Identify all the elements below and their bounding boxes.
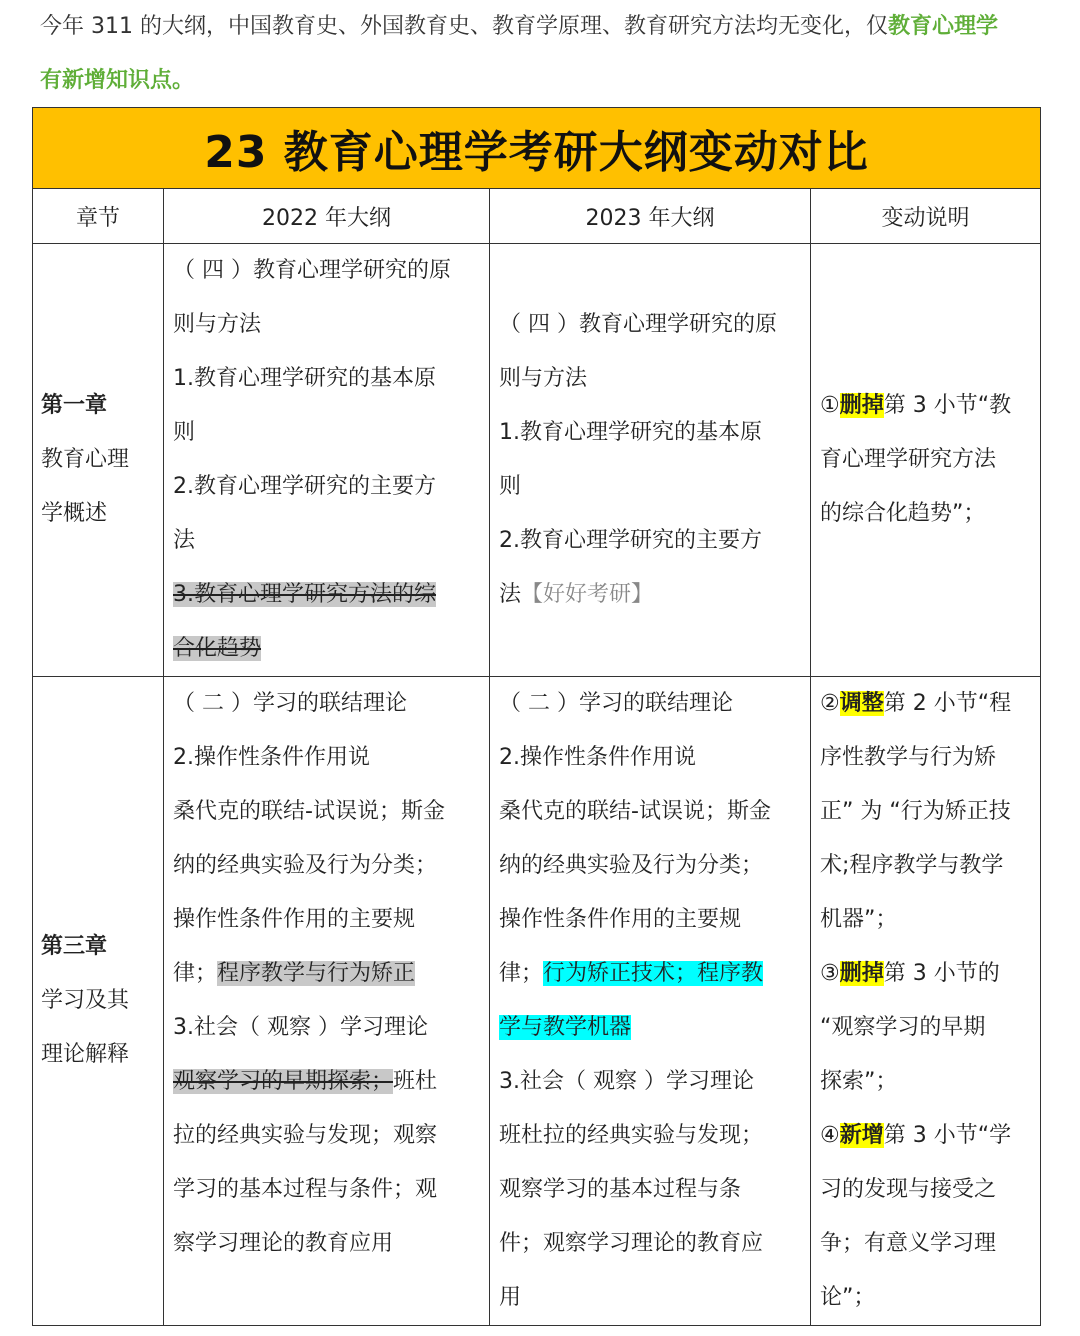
syllabus-line: 1.教育心理学研究的基本原 bbox=[499, 420, 762, 445]
note-number: ③ bbox=[820, 961, 840, 986]
syllabus-line: 则与方法 bbox=[499, 366, 588, 391]
header-2022: 2022 年大纲 bbox=[164, 189, 490, 244]
syllabus-line: 用 bbox=[499, 1285, 522, 1310]
syllabus-line: 则与方法 bbox=[173, 312, 262, 337]
syllabus-line: 律； bbox=[173, 961, 218, 986]
deleted-text: 观察学习的早期探索； bbox=[173, 1069, 394, 1094]
syllabus-line: 操作性条件作用的主要规 bbox=[173, 907, 416, 932]
syllabus-line: 件；观察学习理论的教育应 bbox=[499, 1231, 764, 1256]
changed-text: 学与教学机器 bbox=[499, 1015, 632, 1040]
syllabus-line: 律； bbox=[499, 961, 544, 986]
note-text: 序性教学与行为矫 bbox=[820, 745, 997, 770]
chapter-number: 第一章 bbox=[41, 393, 108, 418]
table-row bbox=[33, 244, 1041, 677]
syllabus-line: （ 四 ）教育心理学研究的原 bbox=[499, 312, 777, 337]
syllabus-line: 2.教育心理学研究的主要方 bbox=[173, 474, 436, 499]
deleted-text: 合化趋势 bbox=[173, 636, 262, 661]
syllabus-line: 2.操作性条件作用说 bbox=[499, 745, 696, 770]
chapter-number: 第三章 bbox=[41, 934, 108, 959]
note-number: ① bbox=[820, 393, 840, 418]
note-text: 机器”； bbox=[820, 907, 898, 932]
note-text: 的综合化趋势”； bbox=[820, 501, 986, 526]
syllabus-line: 班杜拉的经典实验与发现； bbox=[499, 1123, 764, 1148]
syllabus-line: 法 bbox=[499, 582, 522, 607]
syllabus-line: 则 bbox=[499, 474, 522, 499]
syllabus-line: 1.教育心理学研究的基本原 bbox=[173, 366, 436, 391]
syllabus-line: 学习的基本过程与条件；观 bbox=[173, 1177, 438, 1202]
note-text: 第 3 小节“教 bbox=[883, 393, 1012, 418]
note-text: 第 3 小节“学 bbox=[883, 1123, 1012, 1148]
note-text: 第 3 小节的 bbox=[883, 961, 1000, 986]
chapter-title-line: 理论解释 bbox=[41, 1042, 130, 1067]
new-syllabus-cell bbox=[490, 244, 811, 677]
syllabus-line: （ 二 ）学习的联结理论 bbox=[173, 691, 407, 716]
header-chapter: 章节 bbox=[33, 189, 164, 244]
syllabus-line: （ 二 ）学习的联结理论 bbox=[499, 691, 733, 716]
note-keyword: 新增 bbox=[839, 1123, 884, 1148]
note-text: 论”； bbox=[820, 1285, 876, 1310]
watermark-text: 【好好考研】 bbox=[521, 582, 654, 607]
changed-text: 行为矫正技术；程序教 bbox=[543, 961, 764, 986]
table-title: 23 教育心理学考研大纲变动对比 bbox=[33, 108, 1041, 189]
syllabus-line: （ 四 ）教育心理学研究的原 bbox=[173, 258, 451, 283]
header-2023: 2023 年大纲 bbox=[490, 189, 811, 244]
comparison-table-wrapper bbox=[32, 107, 1040, 1326]
note-text: 术;程序教学与教学 bbox=[820, 853, 1004, 878]
changed-text: 程序教学与行为矫正 bbox=[217, 961, 416, 986]
change-notes-cell bbox=[811, 677, 1041, 1326]
syllabus-line: 纳的经典实验及行为分类； bbox=[499, 853, 764, 878]
old-syllabus-cell bbox=[164, 677, 490, 1326]
old-syllabus-cell bbox=[164, 244, 490, 677]
syllabus-line: 则 bbox=[173, 420, 196, 445]
note-text: 育心理学研究方法 bbox=[820, 447, 997, 472]
chapter-cell bbox=[33, 244, 164, 677]
change-notes-cell bbox=[811, 244, 1041, 677]
table-row bbox=[33, 677, 1041, 1326]
syllabus-line: 3.社会（ 观察 ）学习理论 bbox=[173, 1015, 428, 1040]
syllabus-line: 法 bbox=[173, 528, 196, 553]
syllabus-line: 纳的经典实验及行为分类； bbox=[173, 853, 438, 878]
header-change-notes: 变动说明 bbox=[811, 189, 1041, 244]
deleted-text: 3.教育心理学研究方法的综 bbox=[173, 582, 436, 607]
note-text: 第 2 小节“程 bbox=[883, 691, 1012, 716]
intro-paragraph bbox=[40, 0, 1040, 108]
chapter-title-line: 学习及其 bbox=[41, 988, 130, 1013]
syllabus-line: 2.操作性条件作用说 bbox=[173, 745, 370, 770]
syllabus-line: 桑代克的联结-试误说；斯金 bbox=[499, 799, 771, 824]
syllabus-line: 2.教育心理学研究的主要方 bbox=[499, 528, 762, 553]
note-text: “观察学习的早期 bbox=[820, 1015, 986, 1040]
note-text: 探索”； bbox=[820, 1069, 898, 1094]
syllabus-line: 桑代克的联结-试误说；斯金 bbox=[173, 799, 445, 824]
syllabus-line: 3.社会（ 观察 ）学习理论 bbox=[499, 1069, 754, 1094]
new-syllabus-cell bbox=[490, 677, 811, 1326]
syllabus-line: 班杜 bbox=[393, 1069, 438, 1094]
note-number: ② bbox=[820, 691, 840, 716]
note-keyword: 删掉 bbox=[839, 393, 884, 418]
note-text: 正” 为 “行为矫正技 bbox=[820, 799, 1011, 824]
chapter-title-line: 学概述 bbox=[41, 501, 108, 526]
note-text: 争；有意义学习理 bbox=[820, 1231, 997, 1256]
comparison-table bbox=[32, 107, 1041, 1326]
intro-highlight-note: 有新增知识点。 bbox=[40, 68, 195, 93]
chapter-title-line: 教育心理 bbox=[41, 447, 130, 472]
note-text: 习的发现与接受之 bbox=[820, 1177, 997, 1202]
intro-highlight-subject: 教育心理学 bbox=[887, 14, 998, 39]
note-keyword: 删掉 bbox=[839, 961, 884, 986]
intro-text: 今年 311 的大纲，中国教育史、外国教育史、教育学原理、教育研究方法均无变化，仅 bbox=[40, 14, 888, 39]
syllabus-line: 观察学习的基本过程与条 bbox=[499, 1177, 742, 1202]
syllabus-line: 察学习理论的教育应用 bbox=[173, 1231, 394, 1256]
syllabus-line: 操作性条件作用的主要规 bbox=[499, 907, 742, 932]
chapter-cell bbox=[33, 677, 164, 1326]
syllabus-line: 拉的经典实验与发现；观察 bbox=[173, 1123, 438, 1148]
note-keyword: 调整 bbox=[839, 691, 884, 716]
note-number: ④ bbox=[820, 1123, 840, 1148]
